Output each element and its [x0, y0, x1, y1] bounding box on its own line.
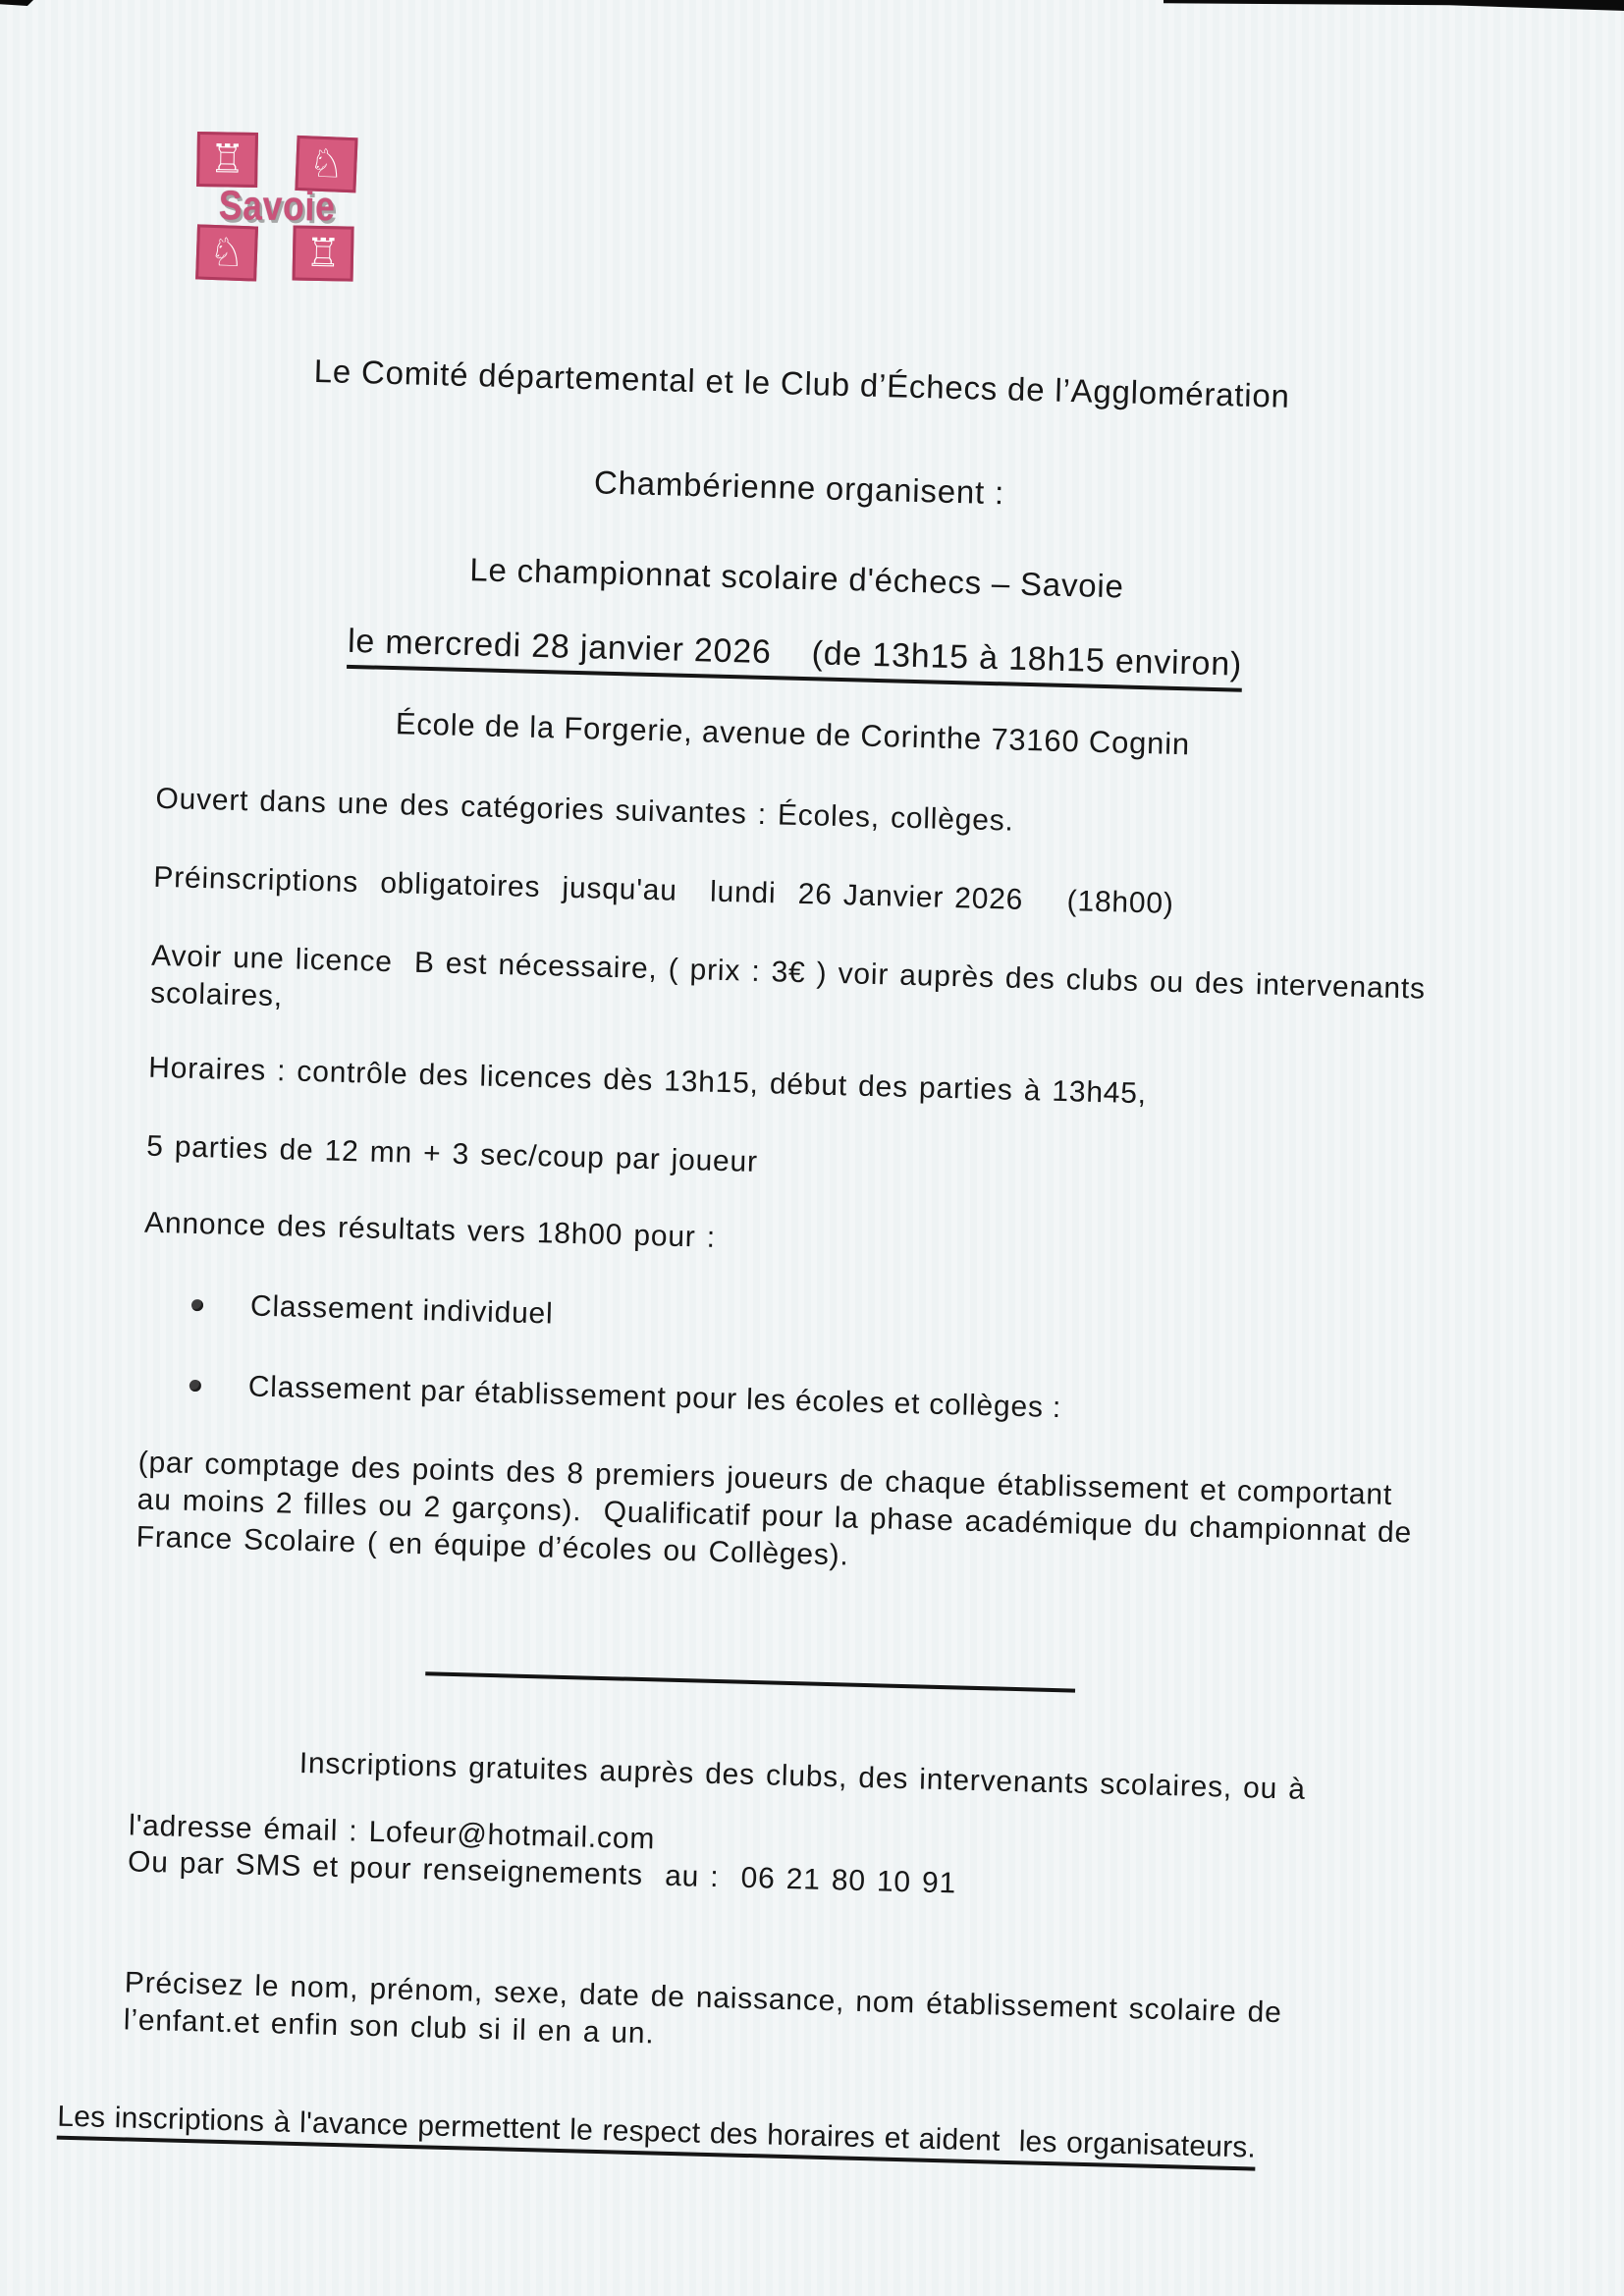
savoie-chess-logo [193, 132, 360, 285]
paragraph-annonce-resultats: Annonce des résultats vers 18h00 pour : [143, 1206, 717, 1254]
title-line-2: Chambérienne organisent : [593, 464, 1005, 512]
paragraph-parties: 5 parties de 12 mn + 3 sec/coup par joueur [145, 1129, 759, 1178]
title-line-1: Le Comité départemental et le Club d’Échecs de l’Agglomération [313, 352, 1291, 414]
bullet-icon [189, 1380, 201, 1392]
logo-square-bottom-left [195, 224, 258, 281]
date-line [0, 613, 1607, 693]
list-item-classement-individuel [189, 1286, 1482, 1357]
paragraph-licence: Avoir une licence B est nécessaire, ( prix : 3€ ) voir auprès des clubs ou des intervenants scolaires, [149, 939, 1427, 1013]
email-address-line: l'adresse émail : Lofeur@hotmail.com [128, 1809, 656, 1856]
rook-icon: ♖ [304, 230, 342, 277]
section-divider-line [425, 1671, 1075, 1692]
venue-line: École de la Forgerie, avenue de Corinthe 73160 Cognin [395, 706, 1191, 762]
paragraph-inscriptions-gratuites: Inscriptions gratuites auprès des clubs, des intervenants scolaires, ou à [298, 1746, 1307, 1806]
paragraph-preinscriptions: Préinscriptions obligatoires jusqu'au lundi 26 Janvier 2026 (18h00) [152, 860, 1175, 920]
logo-square-bottom-right [293, 225, 354, 281]
footer-note [57, 2101, 1509, 2172]
list-item-classement-etablissement [187, 1367, 1480, 1438]
rook-icon: ♖ [209, 137, 245, 183]
scan-artifact-top-right [1164, 0, 1624, 11]
paragraph-horaires: Horaires : contrôle des licences dès 13h15, début des parties à 13h45, [147, 1051, 1148, 1111]
footer-underlined-text: Les inscriptions à l'avance permettent le respect des horaires et aident les organisateurs. [57, 2101, 1257, 2171]
date-underlined-text: le mercredi 28 janvier 2026 (de 13h15 à 18h15 environ) [347, 623, 1242, 692]
logo-label-savoie: Savoie [218, 182, 337, 230]
sms-phone-line: Ou par SMS et pour renseignements au : 06 21 80 10 91 [127, 1845, 957, 1900]
paragraph-comptage: (par comptage des points des 8 premiers joueurs de chaque établissement et comportant au moins 2 filles ou 2 garçons). Qualificatif pour la phase académique du championnat de France Scolaire ( en équipe d’écoles ou Collèges). [135, 1446, 1413, 1572]
knight-icon: ♘ [307, 140, 346, 188]
paragraph-categories: Ouvert dans une des catégories suivantes : Écoles, collèges. [155, 782, 1015, 838]
knight-icon: ♘ [208, 229, 245, 277]
list-item-label: Classement par établissement pour les écoles et collèges : [247, 1370, 1062, 1425]
bullet-icon [191, 1299, 203, 1311]
logo-square-top-left [196, 132, 258, 188]
list-item-label: Classement individuel [249, 1289, 554, 1331]
paragraph-precisez: Précisez le nom, prénom, sexe, date de naissance, nom établissement scolaire de l’enfant.et enfin son club si il en a un. [123, 1966, 1283, 2050]
championship-title: Le championnat scolaire d'échecs – Savoie [468, 551, 1125, 605]
